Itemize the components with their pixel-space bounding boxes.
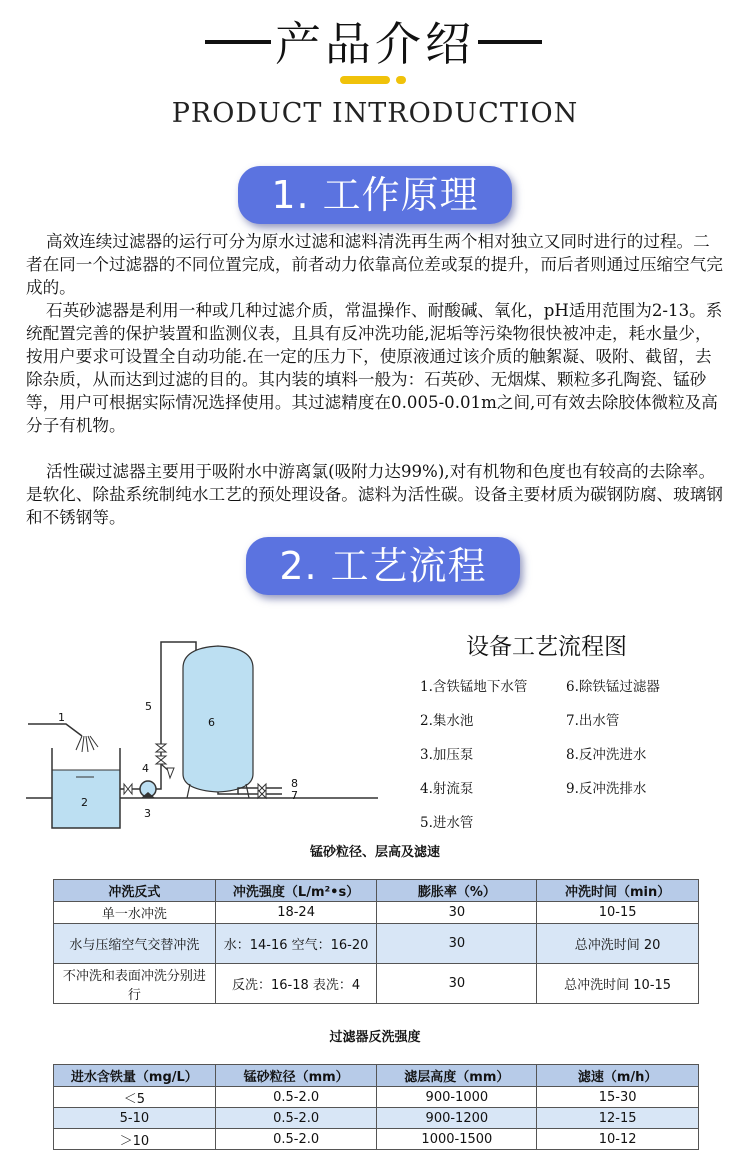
header-accent-bar-long xyxy=(340,76,390,84)
outlet-valves xyxy=(258,784,266,798)
header-right-rule xyxy=(478,40,542,44)
section2-heading: 2. 工艺流程 xyxy=(246,537,520,595)
section1-paragraph-1: 高效连续过滤器的运行可分为原水过滤和滤料清洗再生两个相对独立又同时进行的过程。二者在同一个过滤器的不同位置完成，前者动力依靠高位差或泵的提升，而后者则通过压缩空气完成的。 xyxy=(26,232,723,297)
table-cell: 10-12 xyxy=(537,1129,699,1150)
spray-nozzle xyxy=(76,736,98,752)
table-cell: 12-15 xyxy=(537,1108,699,1129)
legend-item-3: 3.加压泵 xyxy=(420,747,474,763)
table-header-row xyxy=(54,1065,699,1087)
header-accent-bar-dot xyxy=(396,76,406,84)
table-cell: 不冲洗和表面冲洗分别进行 xyxy=(54,964,216,1004)
legend-item-1: 1.含铁锰地下水管 xyxy=(420,679,528,695)
table-row xyxy=(54,902,699,924)
diagram-label-5: 5 xyxy=(145,700,152,713)
table-cell: 反冼：16-18 表冼：4 xyxy=(215,964,377,1004)
table-cell: 5-10 xyxy=(54,1108,216,1129)
table-cell: 15-30 xyxy=(537,1087,699,1108)
table-cell: 水：14-16 空气：16-20 xyxy=(215,924,377,964)
groundwater-inlet-pipe xyxy=(28,724,82,736)
legend-item-8: 8.反冲洗进水 xyxy=(566,747,647,763)
legend-item-9: 9.反冲洗排水 xyxy=(566,781,647,797)
table2-header: 滤层高度（mm） xyxy=(377,1065,537,1087)
table-cell: 单一水冲洗 xyxy=(54,902,216,924)
table-cell: 900-1200 xyxy=(377,1108,537,1129)
table-row xyxy=(54,1087,699,1108)
diagram-label-4: 4 xyxy=(142,762,149,775)
table-row xyxy=(54,924,699,964)
backwash-method-table xyxy=(53,879,699,1004)
table-header-row xyxy=(54,880,699,902)
legend-item-7: 7.出水管 xyxy=(566,713,620,729)
table-cell: 水与压缩空气交替冲洗 xyxy=(54,924,216,964)
table1-header: 冲洗反式 xyxy=(54,880,216,902)
table-cell: 总冲洗时间 10-15 xyxy=(537,964,699,1004)
table-cell: 30 xyxy=(377,902,537,924)
table1-header: 冲洗强度（L/m²•s） xyxy=(215,880,377,902)
table-cell: 30 xyxy=(377,964,537,1004)
legend-item-6: 6.除铁锰过滤器 xyxy=(566,679,660,695)
suction-valve xyxy=(124,784,132,794)
table2-header: 锰砂粒径（mm） xyxy=(215,1065,377,1087)
diagram-title: 设备工艺流程图 xyxy=(466,634,627,660)
table1-header: 冲洗时间（min） xyxy=(537,880,699,902)
diagram-label-1: 1 xyxy=(58,711,65,724)
table-cell: 900-1000 xyxy=(377,1087,537,1108)
table-cell: 0.5-2.0 xyxy=(215,1129,377,1150)
table-cell: 1000-1500 xyxy=(377,1129,537,1150)
table-cell: 10-15 xyxy=(537,902,699,924)
diagram-label-6: 6 xyxy=(208,716,215,729)
diagram-label-2: 2 xyxy=(81,796,88,809)
manganese-sand-table xyxy=(53,1064,699,1150)
page-title: 产品介绍 xyxy=(275,17,475,71)
page-subtitle: PRODUCT INTRODUCTION xyxy=(171,98,579,129)
section1-heading: 1. 工作原理 xyxy=(238,166,512,224)
section1-paragraph-2: 石英砂滤器是利用一种或几种过滤介质，常温操作、耐酸碱、氧化，pH适用范围为2-13。系统配置完善的保护装置和监测仪表，且具有反冲洗功能,泥垢等污染物很快被冲走，耗水量少，按用户要求可设置全自动功能.在一定的压力下，使原液通过该介质的触絮凝、吸附、截留，去除杂质，从而达到过滤的目的。其内装的填料一般为：石英砂、无烟煤、颗粒多孔陶瓷、锰砂等，用户可根据实际情况选择使用。其过滤精度在0.005-0.01m之间,可有效去除胶体微粒及高分子有机物。 xyxy=(26,301,723,435)
table1-caption: 锰砂粒径、层高及滤速 xyxy=(309,845,440,860)
table-cell: 0.5-2.0 xyxy=(215,1108,377,1129)
diagram-label-8: 7 xyxy=(291,789,298,802)
table2-caption: 过滤器反洗强度 xyxy=(329,1030,421,1045)
diagram-label-3: 3 xyxy=(144,807,151,820)
table-cell: ＜5 xyxy=(54,1087,216,1108)
table-cell: 18-24 xyxy=(215,902,377,924)
table-cell: ＞10 xyxy=(54,1129,216,1150)
table-row xyxy=(54,964,699,1004)
legend-item-5: 5.进水管 xyxy=(420,815,474,831)
filter-vessel xyxy=(183,646,253,792)
diagram-label-7: 8 xyxy=(291,777,298,790)
table-cell: 0.5-2.0 xyxy=(215,1087,377,1108)
filter-leg-right xyxy=(246,784,249,798)
table2-header: 进水含铁量（mg/L） xyxy=(54,1065,216,1087)
table-row xyxy=(54,1108,699,1129)
legend-item-2: 2.集水池 xyxy=(420,713,474,729)
legend-item-4: 4.射流泵 xyxy=(420,781,474,797)
table-cell: 总冲洗时间 20 xyxy=(537,924,699,964)
table-cell: 30 xyxy=(377,924,537,964)
filter-leg-left xyxy=(187,784,190,798)
section1-paragraph-3: 活性碳过滤器主要用于吸附水中游离氯(吸附力达99%),对有机物和色度也有较高的去除率。是软化、除盐系统制纯水工艺的预处理设备。滤料为活性碳。设备主要材质为碳钢防腐、玻璃钢和不锈钢等。 xyxy=(26,462,723,527)
process-flow-diagram xyxy=(20,620,390,835)
jet-pump xyxy=(167,768,174,778)
table2-header: 滤速（m/h） xyxy=(537,1065,699,1087)
table-row xyxy=(54,1129,699,1150)
table1-header: 膨胀率（%） xyxy=(377,880,537,902)
